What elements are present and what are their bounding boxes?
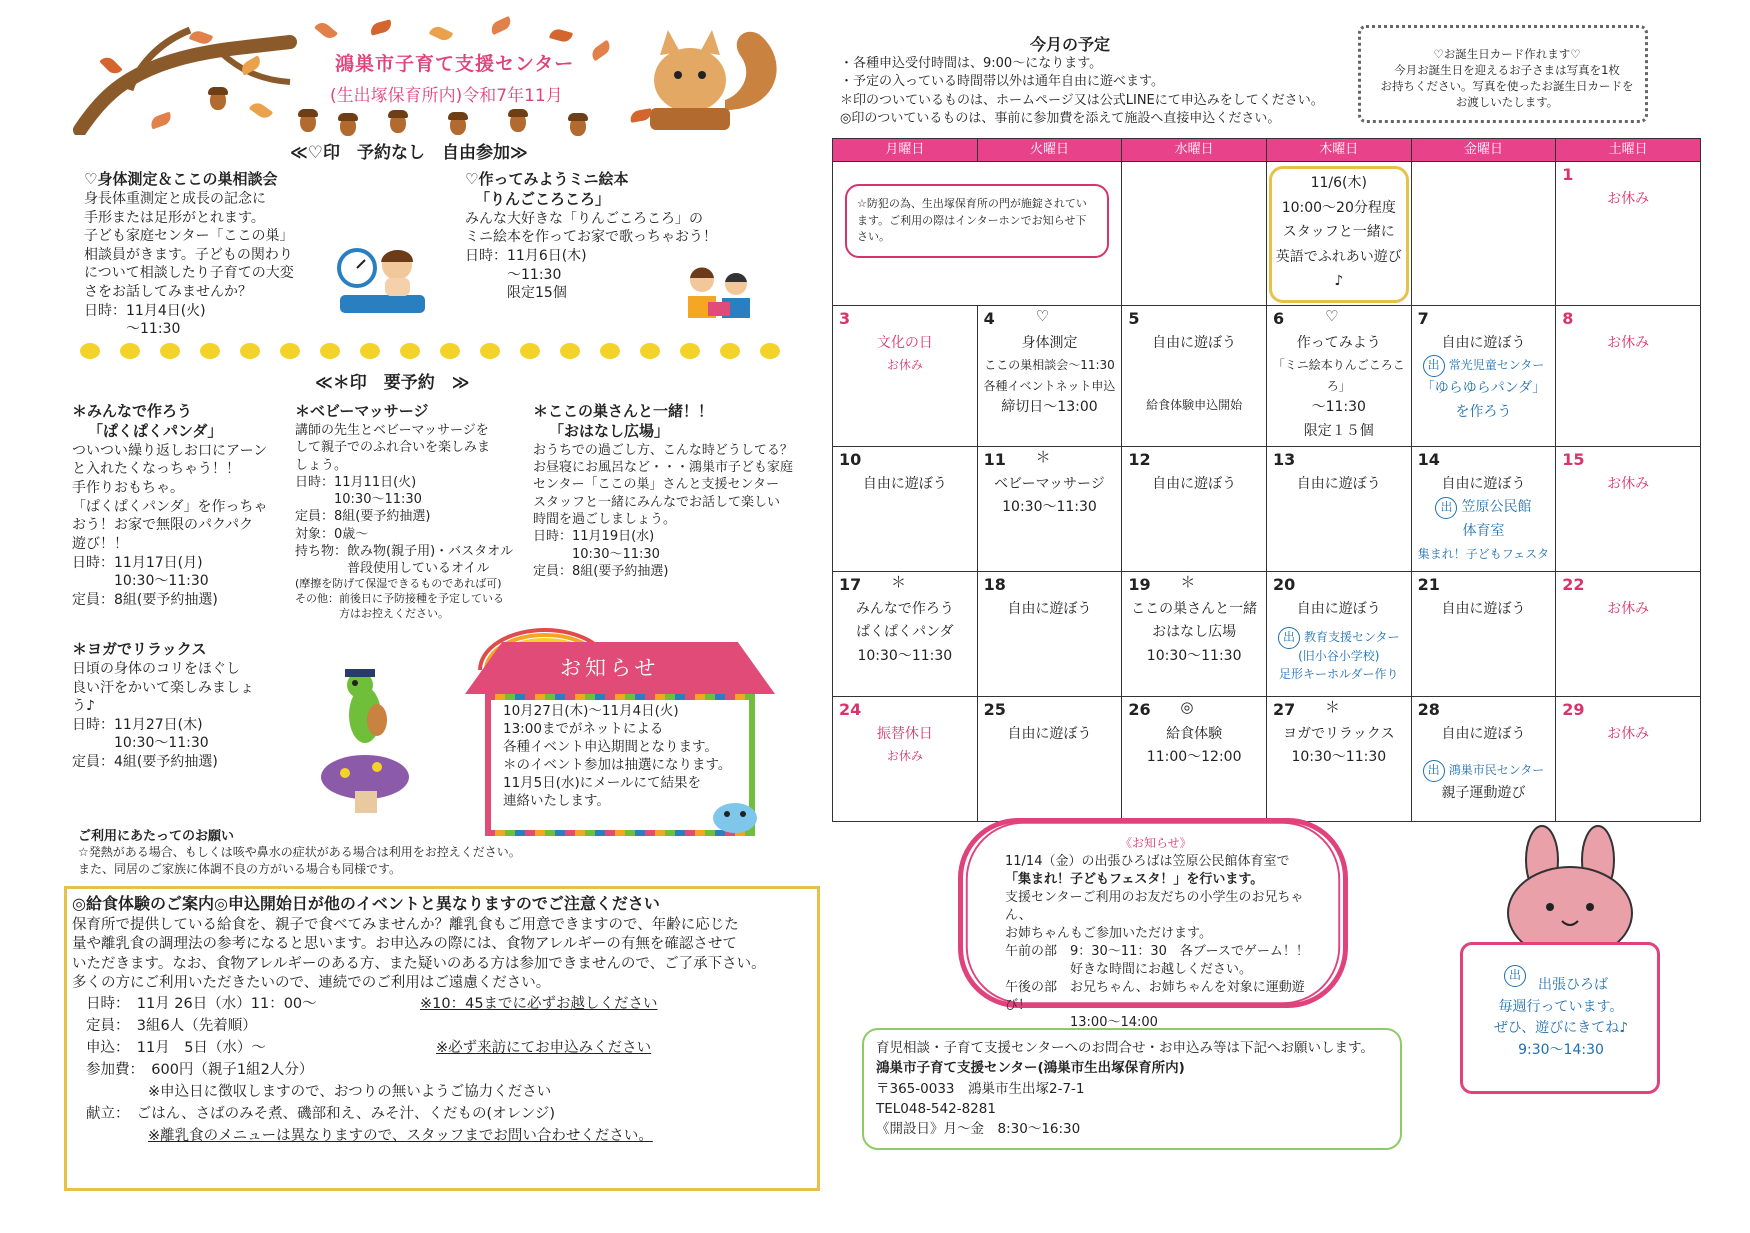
panda-title: ＊みんなで作ろう (72, 402, 193, 420)
outreach-line: 9:30～14:30 (1518, 1042, 1604, 1059)
lunch-date: 日時： 11月 26日（水）11：00～ (86, 996, 317, 1012)
kokonosu-line: スタッフと一緒にみんなでお話して楽しい (533, 494, 781, 510)
kokonosu-line: 日時：11月19日(水) (533, 529, 655, 545)
day-event: 自由に遊ぼう (1152, 334, 1237, 351)
english-play-highlight (1269, 166, 1409, 303)
day-event: 自由に遊ぼう (1152, 475, 1237, 492)
asterisk-mark: ＊ (1035, 447, 1051, 466)
calendar-day-cell (977, 696, 1122, 821)
weekday-header: 土曜日 (1556, 139, 1701, 162)
massage-line: 定員：8組(要予約抽選) (295, 509, 431, 525)
day-event: ここの巣相談会～11:30 (984, 358, 1115, 373)
lunch-capacity: 定員： 3組6人（先着順） (86, 1018, 257, 1034)
free-heading: ≪♡印 予約なし 自由参加≫ (290, 143, 528, 163)
contact-line: 〒365-0033 鴻巣市生出塚2-7-1 (876, 1080, 1085, 1097)
contact-body (876, 1038, 1396, 1139)
day-event: お休み (1607, 334, 1650, 351)
day-number: 6 (1272, 308, 1285, 328)
day-event: ぱくぱくパンダ (856, 624, 954, 641)
picture-book-subtitle: 「りんごころころ」 (475, 189, 611, 208)
panda-line: 手作りおもちゃ。 (72, 480, 184, 497)
highlight-line: 10:00～20分程度 (1281, 199, 1396, 216)
day-number: 24 (839, 699, 862, 719)
calendar-day-cell (1556, 571, 1701, 696)
reserve-heading: ≪＊印 要予約 ≫ (315, 373, 470, 393)
outreach-line: ぜひ、遊びにきてね♪ (1493, 1020, 1629, 1037)
day-number: 17 (839, 574, 862, 594)
day-event: お休み (1607, 191, 1650, 207)
calendar-day-cell (833, 446, 978, 571)
day-number: 28 (1417, 699, 1440, 719)
panda-line: 定員：8組(要予約抽選) (72, 591, 218, 608)
notice-line: ＊のイベント参加は抽選になります。 (503, 756, 732, 773)
header-decoration (70, 20, 790, 135)
body-check-line: 身長体重測定と成長の記念に (84, 190, 266, 207)
day-event: 文化の日 (876, 334, 933, 351)
schedule-title: 今月の予定 (1030, 35, 1111, 54)
massage-line: 講師の先生とベビーマッサージを (295, 422, 489, 438)
day-event: 振替休日 (876, 725, 933, 742)
panda-event (72, 402, 287, 609)
heart-mark: ♡ (1324, 306, 1339, 325)
calendar-day-cell (1411, 305, 1556, 446)
massage-line: 日時：11月11日(火) (295, 474, 417, 490)
day-event: 自由に遊ぼう (1441, 600, 1526, 617)
massage-line: して親子でのふれ合いを楽しみま (295, 440, 491, 456)
cricket-violin-icon (315, 665, 415, 815)
body-check-line: 手形または足形がとれます。 (84, 209, 265, 226)
day-number: 29 (1562, 699, 1585, 719)
notice-line: 連絡いたします。 (503, 792, 610, 809)
schedule-notes (840, 55, 1324, 129)
body-check-line: 子ども家庭センター「ここの巣」 (84, 228, 294, 245)
yoga-line: 日頃の身体のコリをほぐし (72, 660, 240, 677)
calendar-day-cell (1266, 446, 1411, 571)
panda-line: と入れたくなっちゃう！！ (72, 461, 240, 478)
day-event: おはなし広場 (1152, 624, 1237, 641)
massage-line: 対象：0歳～ (295, 526, 369, 542)
highlight-line: 英語でふれあい遊び♪ (1275, 248, 1402, 289)
picture-book-line: 限定15個 (465, 285, 567, 302)
yoga-line: 定員：4組(要予約抽選) (72, 753, 218, 770)
security-note: ☆防犯の為、生出塚保育所の門が施錠されています。ご利用の際はインターホンでお知らせ下さい。 (845, 184, 1109, 258)
day-number: 27 (1272, 699, 1296, 719)
outreach-badge: 出 (1435, 497, 1457, 519)
body-check-title: ♡身体測定＆ここの巣相談会 (84, 170, 278, 188)
day-event: 給食体験申込開始 (1146, 398, 1243, 413)
contact-line: 《開設日》月～金 8:30～16:30 (876, 1121, 1081, 1137)
notice-line: 13:00までがネットによる (503, 720, 664, 737)
notice-line: 各種イベント申込期間となります。 (503, 738, 718, 755)
body-check-line: さをお話してみませんか？ (84, 283, 252, 300)
calendar-day-cell (1556, 446, 1701, 571)
contact-line: TEL048-542-8281 (876, 1100, 996, 1117)
day-number: 26 (1128, 699, 1151, 719)
day-number: 14 (1417, 449, 1440, 469)
lunch-menu-note: ※離乳食のメニューは異なりますので、スタッフまでお問い合わせください。 (148, 1128, 653, 1144)
day-event: 各種イベントネット申込 (983, 378, 1116, 393)
day-event: 10:30～11:30 (857, 648, 953, 665)
birthday-line: ♡お誕生日カード作れます♡ (1433, 47, 1581, 61)
calendar-day-cell (1122, 446, 1267, 571)
outreach-line: 出張ひろば (1538, 977, 1608, 993)
body-check-line: ～11:30 (84, 321, 181, 338)
calendar-day-cell (1266, 305, 1411, 446)
massage-note: その他：前後日に予防接種を予定している (295, 592, 504, 606)
day-event: 笠原公民館 (1461, 499, 1532, 516)
body-check-line: について相談したり子育ての大変 (84, 265, 294, 282)
day-event: 11:00～12:00 (1146, 749, 1242, 766)
outreach-badge: 出 (1423, 355, 1445, 377)
lunch-date-note: ※10：45までに必ずお越しください (420, 996, 658, 1012)
picture-book-title: ♡作ってみようミニ絵本 (465, 170, 629, 188)
kokonosu-subtitle: 「おはなし広場」 (549, 421, 670, 440)
calendar-day-cell (833, 305, 978, 446)
schedule-line: ◎印のついているものは、事前に参加費を添えて施設へ直接申込ください。 (840, 111, 1281, 127)
kokonosu-line: お昼寝にお風呂など・・・鴻巣市子ども家庭 (533, 460, 794, 476)
panda-subtitle: 「ぱくぱくパンダ」 (88, 421, 223, 440)
body-check-line: 日時：11月4日(火) (84, 302, 206, 319)
yoga-event (72, 640, 292, 772)
day-event: 自由に遊ぼう (1296, 475, 1381, 492)
day-event: 足形キーホルダー作り (1279, 666, 1399, 681)
calendar-day-cell (1122, 571, 1267, 696)
day-event: 集まれ！子どもフェスタ (1417, 547, 1550, 562)
day-event: 自由に遊ぼう (862, 475, 947, 492)
calendar-day-cell (977, 571, 1122, 696)
day-number: 5 (1128, 308, 1140, 328)
weekday-header: 木曜日 (1266, 139, 1411, 162)
notice-title: お知らせ (560, 656, 660, 680)
birthday-line: お渡しいたします。 (1455, 95, 1559, 110)
panda-line: 遊び！！ (72, 535, 128, 552)
day-number: 10 (839, 449, 862, 469)
day-event: 締切日～13:00 (1001, 399, 1098, 416)
day-event: お休み (1607, 600, 1650, 617)
day-event: 自由に遊ぼう (1441, 725, 1526, 742)
calendar-day-cell (1266, 571, 1411, 696)
festival-title: 《お知らせ》 (1120, 836, 1192, 850)
day-event: 鴻巣市民センター (1448, 763, 1545, 778)
day-event: 自由に遊ぼう (1007, 600, 1092, 617)
panda-line: おう！お家で無限のパクパク (72, 517, 254, 534)
weekday-header: 水曜日 (1122, 139, 1267, 162)
yoga-line: う♪ (72, 698, 95, 715)
day-event: 限定１５個 (1303, 422, 1374, 439)
calendar-day-cell (1556, 305, 1701, 446)
kokonosu-line: 定員：8組(要予約抽選) (533, 563, 669, 579)
day-event: 10:30～11:30 (1146, 648, 1242, 665)
yoga-line: 良い汗をかいて楽しみましょ (72, 679, 254, 696)
birthday-line: 今月お誕生日を迎えるお子さまは写真を1枚 (1394, 63, 1620, 78)
calendar-day-cell (1411, 696, 1556, 821)
contact-line: 育児相談・子育て支援センターへのお問合せ・お申込み等は下記へお願いします。 (876, 1040, 1374, 1056)
picture-book-line: ～11:30 (465, 266, 562, 283)
calendar-day-cell (833, 696, 978, 821)
day-event: みんなで作ろう (855, 600, 954, 617)
kokonosu-line: おうちでの過ごし方、こんな時どうしてる？ (533, 442, 793, 458)
day-event: 「ミニ絵本りんごころころ」 (1272, 358, 1405, 393)
asterisk-mark: ＊ (891, 572, 907, 591)
yoga-title: ＊ヨガでリラックス (72, 640, 207, 658)
tree-branch-icon (70, 20, 360, 135)
panda-line: 「ぱくぱくパンダ」を作っちゃ (72, 498, 268, 515)
festival-line: 「集まれ！子どもフェスタ！」を行います。 (1005, 871, 1264, 887)
usage-title: ご利用にあたってのお願い (78, 829, 235, 844)
calendar (832, 138, 1701, 822)
day-number: 12 (1128, 449, 1151, 469)
outreach-badge: 出 (1423, 760, 1445, 782)
calendar-day-cell (1556, 696, 1701, 821)
lunch-line: 量や離乳食の調理法の参考になると思います。お申込みの際には、食物アレルギーの有無を確認させて (72, 936, 737, 953)
festival-line: 11/14（金）の出張ひろばは笠原公民館体育室で (1005, 854, 1290, 869)
festival-line: 13:00～14:00 (1005, 1015, 1158, 1031)
calendar-day-cell (833, 571, 978, 696)
lunch-menu: 献立： ごはん、さばのみそ煮、磯部和え、みそ汁、くだもの(オレンジ) (86, 1106, 556, 1122)
panda-line: 日時：11月17日(月) (72, 554, 203, 571)
outreach-card-body (1466, 975, 1656, 1062)
massage-title: ＊ベビーマッサージ (295, 402, 429, 420)
day-number: 22 (1562, 574, 1585, 594)
day-event: お休み (886, 358, 923, 373)
day-event: (旧小谷小学校) (1298, 649, 1380, 664)
day-event: 身体測定 (1021, 334, 1078, 351)
calendar-day-cell (1266, 162, 1411, 306)
kokonosu-title: ＊ここの巣さんと一緒！！ (533, 402, 714, 420)
header-title: 鴻巣市子育て支援センター (335, 53, 575, 75)
lunch-apply-note: ※必ず来訪にてお申込みください (436, 1040, 652, 1056)
day-number: 4 (983, 308, 995, 328)
header-subtitle: (生出塚保育所内)令和7年11月 (330, 86, 563, 106)
day-event: お休み (886, 749, 923, 764)
calendar-day-cell (1122, 305, 1267, 446)
kokonosu-line: 時間を過ごしましょう。 (533, 512, 677, 527)
picture-book-line: ミニ絵本を作ってお家で歌っちゃおう！ (465, 229, 717, 246)
massage-line: 普段使用しているオイル (295, 561, 490, 577)
massage-line: 10:30～11:30 (295, 492, 422, 508)
notice-body (503, 703, 753, 811)
yoga-line: 10:30～11:30 (72, 735, 209, 752)
massage-line: 持ち物：飲み物(親子用)・バスタオル (295, 543, 514, 559)
dot-divider (80, 343, 820, 361)
picture-book-line: みんな大好きな「りんごころころ」の (465, 210, 703, 227)
calendar-day-cell (1122, 162, 1267, 306)
lunch-line: 多くの方にご利用いただきたいので、連続でのご利用はご遠慮ください。 (72, 974, 551, 991)
calendar-day-cell (1556, 162, 1701, 306)
kokonosu-line: センター「ここの巣」さんと支援センター (533, 477, 779, 493)
day-event: ベビーマッサージ (994, 475, 1105, 492)
body-check-event (84, 170, 354, 339)
day-event: 10:30～11:30 (1291, 749, 1387, 766)
day-number: 7 (1417, 308, 1429, 328)
birthday-body (1372, 46, 1642, 110)
day-event: 自由に遊ぼう (1007, 725, 1092, 742)
calendar-day-cell (1266, 696, 1411, 821)
day-event: 体育室 (1462, 523, 1505, 540)
squirrel-icon (630, 20, 790, 135)
massage-event (295, 402, 535, 621)
calendar-day-cell (1122, 696, 1267, 821)
outreach-card-badge: 出 (1504, 965, 1526, 987)
day-number: 25 (983, 699, 1006, 719)
schedule-line: ・各種申込受付時間は、9:00～になります。 (840, 56, 1103, 71)
highlight-line: スタッフと一緒に (1282, 224, 1395, 240)
lunch-line: 保育所で提供している給食を、親子で食べてみませんか？離乳食もご用意できますので、年齢に応じた (72, 917, 739, 933)
lunch-apply: 申込： 11月 5日（水）～ (86, 1040, 266, 1056)
rabbit-icon (1490, 825, 1650, 960)
day-number: 15 (1562, 449, 1585, 469)
day-event: ここの巣さんと一緒 (1131, 600, 1258, 617)
usage-line: また、同居のご家族に体調不良の方がいる場合も同様です。 (78, 862, 402, 876)
festival-line: お姉ちゃんもご参加いただけます。 (1005, 925, 1212, 941)
day-number: 11 (983, 449, 1006, 469)
calendar-day-cell (1411, 446, 1556, 571)
day-number: 20 (1272, 574, 1296, 594)
calendar-day-cell (1411, 162, 1556, 306)
kokonosu-line: 10:30～11:30 (533, 546, 660, 562)
outreach-badge: 出 (1278, 627, 1300, 649)
lunch-fee-note: ※申込日に徴収しますので、おつりの無いようご協力ください (148, 1084, 552, 1100)
outreach-line: 毎週行っています。 (1498, 998, 1624, 1015)
calendar-day-cell (977, 305, 1122, 446)
day-event: 教育支援センター (1304, 630, 1400, 645)
highlight-line: 11/6(木) (1310, 175, 1367, 191)
festival-line: 好きな時間にお越しください。 (1005, 961, 1253, 977)
calendar-day-cell (1411, 571, 1556, 696)
double-circle-mark: ◎ (1180, 697, 1194, 716)
day-number: 8 (1562, 308, 1574, 328)
weekday-header: 金曜日 (1411, 139, 1556, 162)
picture-book-line: 日時：11月6日(木) (465, 248, 587, 265)
massage-line: しょう。 (295, 457, 348, 473)
security-cell (833, 162, 1122, 306)
panda-line: ついつい繰り返しお口にアーン (72, 442, 268, 459)
day-number: 13 (1272, 449, 1296, 469)
schedule-line: ・予定の入っている時間帯以外は通年自由に遊べます。 (840, 74, 1164, 90)
usage-line: ☆発熱がある場合、もしくは咳や鼻水の症状がある場合は利用をお控えください。 (78, 845, 521, 859)
birthday-line: お持ちください。写真を使ったお誕生日カードを (1380, 79, 1634, 94)
schedule-line: ＊印のついているものは、ホームページ又は公式LINEにて申込みをしてください。 (840, 92, 1324, 108)
contact-line: 鴻巣市子育て支援センター(鴻巣市生出塚保育所内) (876, 1060, 1185, 1077)
day-event: 給食体験 (1166, 725, 1223, 742)
baby-scale-icon (335, 240, 430, 320)
day-event: 10:30～11:30 (1002, 499, 1097, 516)
festival-body (1005, 853, 1325, 1032)
day-number: 1 (1562, 165, 1574, 184)
massage-note: (摩擦を防げて保湿できるものであれば可) (295, 577, 502, 591)
day-event: お休み (1607, 475, 1650, 492)
asterisk-mark: ＊ (1180, 572, 1196, 591)
day-event: ～11:30 (1311, 399, 1366, 416)
body-check-line: 相談員がきます。子どもの関わり (84, 246, 293, 263)
day-event: お休み (1607, 725, 1650, 742)
lunch-fee: 参加費： 600円（親子1組2人分） (86, 1062, 314, 1078)
kokonosu-event (533, 402, 823, 580)
day-event: ヨガでリラックス (1283, 725, 1395, 742)
asterisk-mark: ＊ (1324, 697, 1340, 716)
day-event: 作ってみよう (1296, 334, 1381, 351)
lunch-body (72, 916, 812, 993)
festival-line: 午後の部 お兄ちゃん、お姉ちゃんを対象に運動遊び！ (1005, 979, 1305, 1013)
day-number: 19 (1128, 574, 1151, 594)
weekday-header: 月曜日 (833, 139, 978, 162)
weekday-header: 火曜日 (977, 139, 1122, 162)
day-event: を作ろう (1455, 404, 1512, 421)
lunch-line: いただきます。なお、食物アレルギーのある方、また疑いのある方は参加できませんので、ご了承下さい。 (72, 955, 766, 972)
day-event: 自由に遊ぼう (1296, 600, 1381, 617)
festival-line: 午前の部 9：30～11：30 各ブースでゲーム！！ (1005, 943, 1309, 959)
lunch-title: ◎給食体験のご案内◎申込開始日が他のイベントと異なりますのでご注意ください (72, 894, 660, 913)
day-event: 「ゆらゆらパンダ」 (1420, 380, 1547, 397)
day-event: 親子運動遊び (1441, 785, 1526, 802)
yoga-line: 日時：11月27日(木) (72, 716, 203, 733)
day-number: 21 (1417, 574, 1440, 594)
panda-line: 10:30～11:30 (72, 573, 209, 590)
festival-line: 支援センターご利用のお友だちの小学生のお兄ちゃん、 (1005, 889, 1304, 923)
day-event: 自由に遊ぼう (1441, 475, 1526, 492)
calendar-day-cell (977, 446, 1122, 571)
day-event: 常光児童センター (1448, 358, 1545, 373)
notice-line: 10月27日(木)～11月4日(火) (503, 703, 679, 719)
notice-line: 11月5日(水)にメールにて結果を (503, 774, 702, 791)
day-number: 3 (839, 308, 851, 328)
reading-kids-icon (680, 262, 760, 322)
day-number: 18 (983, 574, 1006, 594)
elephant-icon (705, 800, 760, 835)
day-event: 自由に遊ぼう (1441, 334, 1526, 351)
massage-note: 方はお控えください。 (295, 606, 449, 620)
heart-mark: ♡ (1035, 306, 1050, 325)
